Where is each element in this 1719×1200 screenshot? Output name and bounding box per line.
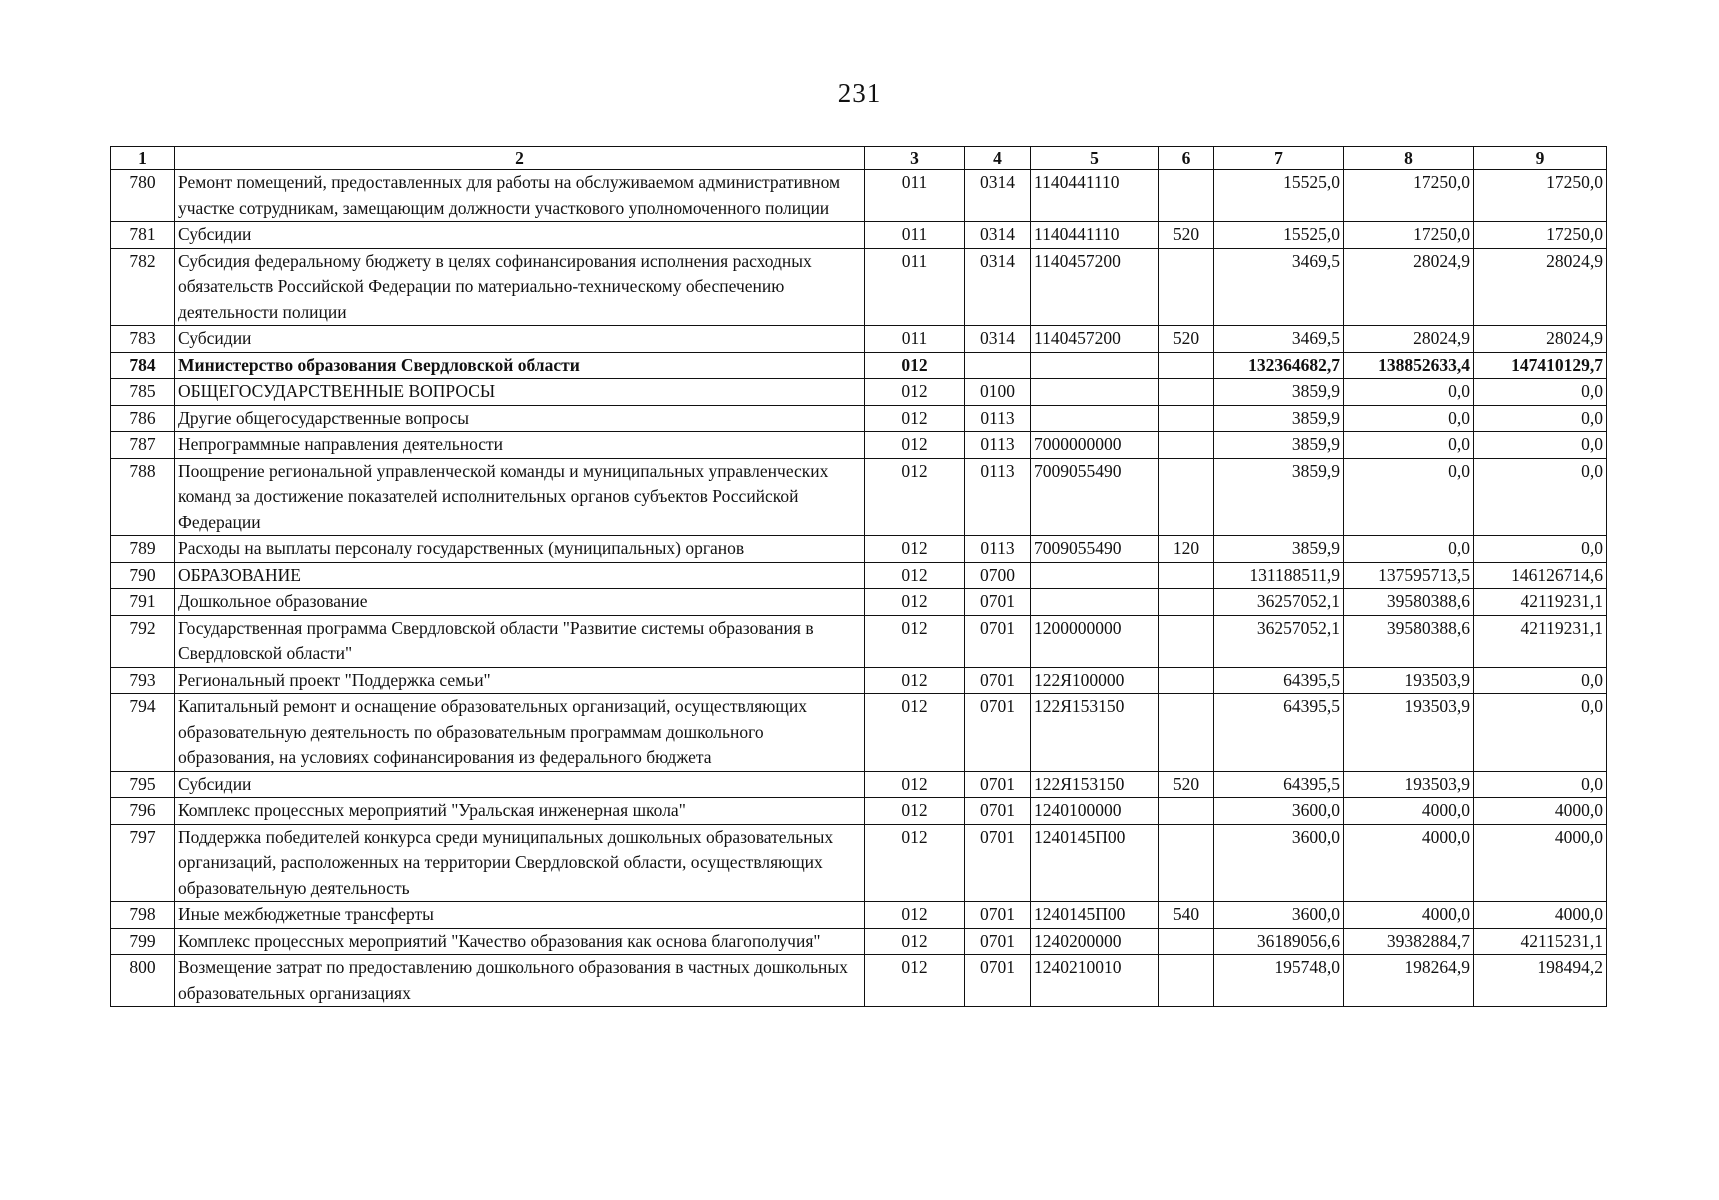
row-number: 792 (111, 615, 175, 667)
col4-section: 0701 (965, 589, 1031, 616)
col6-type (1159, 798, 1214, 825)
col6-type (1159, 379, 1214, 406)
col6-type: 520 (1159, 222, 1214, 249)
col3-code: 012 (865, 771, 965, 798)
row-number: 795 (111, 771, 175, 798)
col7-amount: 3859,9 (1214, 458, 1344, 536)
row-number: 798 (111, 902, 175, 929)
col8-amount: 0,0 (1344, 405, 1474, 432)
col4-section: 0701 (965, 928, 1031, 955)
col7-amount: 36189056,6 (1214, 928, 1344, 955)
col9-amount: 28024,9 (1474, 326, 1607, 353)
col4-section: 0701 (965, 694, 1031, 772)
col6-type: 540 (1159, 902, 1214, 929)
table-row (111, 771, 1607, 798)
col5-target: 7009055490 (1031, 458, 1159, 536)
column-header-8: 8 (1344, 147, 1474, 170)
col5-target: 122Я153150 (1031, 771, 1159, 798)
column-header-7: 7 (1214, 147, 1344, 170)
col3-code: 012 (865, 562, 965, 589)
col9-amount: 147410129,7 (1474, 352, 1607, 379)
column-header-4: 4 (965, 147, 1031, 170)
col6-type (1159, 432, 1214, 459)
col3-code: 011 (865, 326, 965, 353)
col7-amount: 131188511,9 (1214, 562, 1344, 589)
col9-amount: 42115231,1 (1474, 928, 1607, 955)
col3-code: 012 (865, 405, 965, 432)
col7-amount: 3600,0 (1214, 798, 1344, 825)
row-number: 799 (111, 928, 175, 955)
col8-amount: 39580388,6 (1344, 615, 1474, 667)
col5-target: 1240145П00 (1031, 902, 1159, 929)
table-row (111, 694, 1607, 772)
table-row (111, 562, 1607, 589)
col8-amount: 28024,9 (1344, 326, 1474, 353)
row-name: ОБРАЗОВАНИЕ (175, 562, 865, 589)
col9-amount: 4000,0 (1474, 902, 1607, 929)
col4-section: 0314 (965, 248, 1031, 326)
col8-amount: 0,0 (1344, 458, 1474, 536)
column-header-9: 9 (1474, 147, 1607, 170)
row-name: Дошкольное образование (175, 589, 865, 616)
row-number: 797 (111, 824, 175, 902)
row-name: Комплекс процессных мероприятий "Уральская инженерная школа" (175, 798, 865, 825)
col4-section: 0701 (965, 824, 1031, 902)
col7-amount: 195748,0 (1214, 955, 1344, 1007)
col7-amount: 3859,9 (1214, 432, 1344, 459)
col8-amount: 193503,9 (1344, 771, 1474, 798)
row-name: Министерство образования Свердловской области (175, 352, 865, 379)
col7-amount: 36257052,1 (1214, 615, 1344, 667)
col3-code: 012 (865, 615, 965, 667)
col8-amount: 198264,9 (1344, 955, 1474, 1007)
col3-code: 012 (865, 928, 965, 955)
col6-type: 520 (1159, 771, 1214, 798)
col3-code: 012 (865, 458, 965, 536)
col4-section (965, 352, 1031, 379)
table-row (111, 405, 1607, 432)
col6-type: 520 (1159, 326, 1214, 353)
col9-amount: 0,0 (1474, 667, 1607, 694)
row-number: 781 (111, 222, 175, 249)
table-row (111, 615, 1607, 667)
row-number: 782 (111, 248, 175, 326)
col5-target: 7000000000 (1031, 432, 1159, 459)
col3-code: 012 (865, 902, 965, 929)
row-name: Капитальный ремонт и оснащение образовательных организаций, осуществляющих образовательную деятельность по образовательным программам дошкольного образования, на условиях софинансирования из федерального бюджета (175, 694, 865, 772)
col6-type: 120 (1159, 536, 1214, 563)
row-name: Субсидии (175, 771, 865, 798)
col8-amount: 0,0 (1344, 432, 1474, 459)
col7-amount: 132364682,7 (1214, 352, 1344, 379)
col3-code: 012 (865, 352, 965, 379)
col5-target (1031, 589, 1159, 616)
col3-code: 011 (865, 222, 965, 249)
col8-amount: 39382884,7 (1344, 928, 1474, 955)
col6-type (1159, 589, 1214, 616)
column-header-3: 3 (865, 147, 965, 170)
col9-amount: 146126714,6 (1474, 562, 1607, 589)
col5-target: 1240210010 (1031, 955, 1159, 1007)
row-name: ОБЩЕГОСУДАРСТВЕННЫЕ ВОПРОСЫ (175, 379, 865, 406)
col9-amount: 42119231,1 (1474, 615, 1607, 667)
col9-amount: 0,0 (1474, 379, 1607, 406)
table-row (111, 902, 1607, 929)
col5-target (1031, 405, 1159, 432)
row-name: Расходы на выплаты персоналу государственных (муниципальных) органов (175, 536, 865, 563)
col4-section: 0113 (965, 432, 1031, 459)
col6-type (1159, 824, 1214, 902)
col5-target (1031, 379, 1159, 406)
table-row (111, 170, 1607, 222)
col8-amount: 4000,0 (1344, 824, 1474, 902)
col4-section: 0314 (965, 170, 1031, 222)
col5-target (1031, 562, 1159, 589)
row-number: 793 (111, 667, 175, 694)
col7-amount: 3859,9 (1214, 536, 1344, 563)
column-header-6: 6 (1159, 147, 1214, 170)
table-row (111, 589, 1607, 616)
row-name: Возмещение затрат по предоставлению дошкольного образования в частных дошкольных образовательных организациях (175, 955, 865, 1007)
col8-amount: 0,0 (1344, 379, 1474, 406)
col7-amount: 3600,0 (1214, 824, 1344, 902)
table-row (111, 458, 1607, 536)
col6-type (1159, 667, 1214, 694)
col3-code: 012 (865, 589, 965, 616)
col4-section: 0701 (965, 955, 1031, 1007)
col7-amount: 36257052,1 (1214, 589, 1344, 616)
col8-amount: 193503,9 (1344, 667, 1474, 694)
col5-target: 1140441110 (1031, 170, 1159, 222)
table-row (111, 824, 1607, 902)
table-row (111, 955, 1607, 1007)
col6-type (1159, 458, 1214, 536)
col4-section: 0113 (965, 536, 1031, 563)
row-number: 789 (111, 536, 175, 563)
col6-type (1159, 248, 1214, 326)
table-row (111, 248, 1607, 326)
col3-code: 012 (865, 694, 965, 772)
col3-code: 011 (865, 248, 965, 326)
row-number: 788 (111, 458, 175, 536)
table-row (111, 222, 1607, 249)
col5-target: 1140457200 (1031, 326, 1159, 353)
col6-type (1159, 615, 1214, 667)
col9-amount: 4000,0 (1474, 798, 1607, 825)
col3-code: 012 (865, 824, 965, 902)
col5-target: 1240100000 (1031, 798, 1159, 825)
budget-table (110, 146, 1607, 1007)
col3-code: 012 (865, 955, 965, 1007)
row-name: Субсидия федеральному бюджету в целях софинансирования исполнения расходных обязательств Российской Федерации по материально-техническому обеспечению деятельности полиции (175, 248, 865, 326)
column-header-1: 1 (111, 147, 175, 170)
col9-amount: 0,0 (1474, 458, 1607, 536)
col4-section: 0113 (965, 458, 1031, 536)
col4-section: 0113 (965, 405, 1031, 432)
col5-target: 7009055490 (1031, 536, 1159, 563)
page-number: 231 (837, 78, 882, 108)
col9-amount: 198494,2 (1474, 955, 1607, 1007)
col6-type (1159, 694, 1214, 772)
row-number: 780 (111, 170, 175, 222)
col4-section: 0314 (965, 222, 1031, 249)
col5-target: 1240145П00 (1031, 824, 1159, 902)
table-row (111, 326, 1607, 353)
col9-amount: 0,0 (1474, 536, 1607, 563)
row-number: 796 (111, 798, 175, 825)
row-name: Комплекс процессных мероприятий "Качество образования как основа благополучия" (175, 928, 865, 955)
col7-amount: 3469,5 (1214, 248, 1344, 326)
row-name: Иные межбюджетные трансферты (175, 902, 865, 929)
col8-amount: 4000,0 (1344, 902, 1474, 929)
col4-section: 0700 (965, 562, 1031, 589)
col7-amount: 64395,5 (1214, 771, 1344, 798)
col5-target: 1140441110 (1031, 222, 1159, 249)
table-row (111, 352, 1607, 379)
col9-amount: 0,0 (1474, 405, 1607, 432)
col5-target: 122Я100000 (1031, 667, 1159, 694)
col8-amount: 138852633,4 (1344, 352, 1474, 379)
row-name: Другие общегосударственные вопросы (175, 405, 865, 432)
col6-type (1159, 562, 1214, 589)
col7-amount: 15525,0 (1214, 222, 1344, 249)
col9-amount: 4000,0 (1474, 824, 1607, 902)
col6-type (1159, 352, 1214, 379)
column-header-5: 5 (1031, 147, 1159, 170)
col5-target: 122Я153150 (1031, 694, 1159, 772)
col7-amount: 3859,9 (1214, 379, 1344, 406)
row-name: Поддержка победителей конкурса среди муниципальных дошкольных образовательных организаций, расположенных на территории Свердловской области, осуществляющих образовательную деятельность (175, 824, 865, 902)
col8-amount: 39580388,6 (1344, 589, 1474, 616)
col3-code: 012 (865, 798, 965, 825)
col9-amount: 17250,0 (1474, 170, 1607, 222)
col7-amount: 64395,5 (1214, 667, 1344, 694)
col8-amount: 28024,9 (1344, 248, 1474, 326)
row-number: 800 (111, 955, 175, 1007)
col4-section: 0701 (965, 615, 1031, 667)
col6-type (1159, 928, 1214, 955)
col4-section: 0100 (965, 379, 1031, 406)
col7-amount: 3859,9 (1214, 405, 1344, 432)
col4-section: 0701 (965, 902, 1031, 929)
row-name: Поощрение региональной управленческой команды и муниципальных управленческих команд за достижение показателей исполнительных органов субъектов Российской Федерации (175, 458, 865, 536)
col7-amount: 64395,5 (1214, 694, 1344, 772)
col9-amount: 42119231,1 (1474, 589, 1607, 616)
col8-amount: 17250,0 (1344, 222, 1474, 249)
col5-target: 1240200000 (1031, 928, 1159, 955)
table-row (111, 379, 1607, 406)
row-number: 784 (111, 352, 175, 379)
col7-amount: 15525,0 (1214, 170, 1344, 222)
col8-amount: 17250,0 (1344, 170, 1474, 222)
table-row (111, 536, 1607, 563)
col9-amount: 17250,0 (1474, 222, 1607, 249)
row-number: 783 (111, 326, 175, 353)
col7-amount: 3600,0 (1214, 902, 1344, 929)
row-number: 786 (111, 405, 175, 432)
table-row (111, 667, 1607, 694)
col3-code: 012 (865, 432, 965, 459)
table-row (111, 928, 1607, 955)
col4-section: 0314 (965, 326, 1031, 353)
col5-target (1031, 352, 1159, 379)
col4-section: 0701 (965, 798, 1031, 825)
col3-code: 012 (865, 536, 965, 563)
table-body (111, 170, 1607, 1007)
row-number: 791 (111, 589, 175, 616)
column-header-2: 2 (175, 147, 865, 170)
col4-section: 0701 (965, 667, 1031, 694)
col6-type (1159, 405, 1214, 432)
row-number: 794 (111, 694, 175, 772)
col3-code: 012 (865, 379, 965, 406)
col3-code: 012 (865, 667, 965, 694)
col3-code: 011 (865, 170, 965, 222)
col8-amount: 0,0 (1344, 536, 1474, 563)
row-name: Государственная программа Свердловской области "Развитие системы образования в Свердловской области" (175, 615, 865, 667)
col5-target: 1200000000 (1031, 615, 1159, 667)
row-number: 785 (111, 379, 175, 406)
col4-section: 0701 (965, 771, 1031, 798)
col8-amount: 193503,9 (1344, 694, 1474, 772)
col9-amount: 0,0 (1474, 694, 1607, 772)
row-number: 790 (111, 562, 175, 589)
row-name: Непрограммные направления деятельности (175, 432, 865, 459)
row-name: Ремонт помещений, предоставленных для работы на обслуживаемом административном участке сотрудникам, замещающим должности участкового уполномоченного полиции (175, 170, 865, 222)
row-name: Субсидии (175, 326, 865, 353)
col8-amount: 4000,0 (1344, 798, 1474, 825)
col9-amount: 0,0 (1474, 771, 1607, 798)
row-name: Региональный проект "Поддержка семьи" (175, 667, 865, 694)
col8-amount: 137595713,5 (1344, 562, 1474, 589)
header-row (111, 147, 1607, 170)
col5-target: 1140457200 (1031, 248, 1159, 326)
col9-amount: 28024,9 (1474, 248, 1607, 326)
row-number: 787 (111, 432, 175, 459)
col7-amount: 3469,5 (1214, 326, 1344, 353)
table-row (111, 798, 1607, 825)
table-row (111, 432, 1607, 459)
col6-type (1159, 170, 1214, 222)
col6-type (1159, 955, 1214, 1007)
row-name: Субсидии (175, 222, 865, 249)
col9-amount: 0,0 (1474, 432, 1607, 459)
